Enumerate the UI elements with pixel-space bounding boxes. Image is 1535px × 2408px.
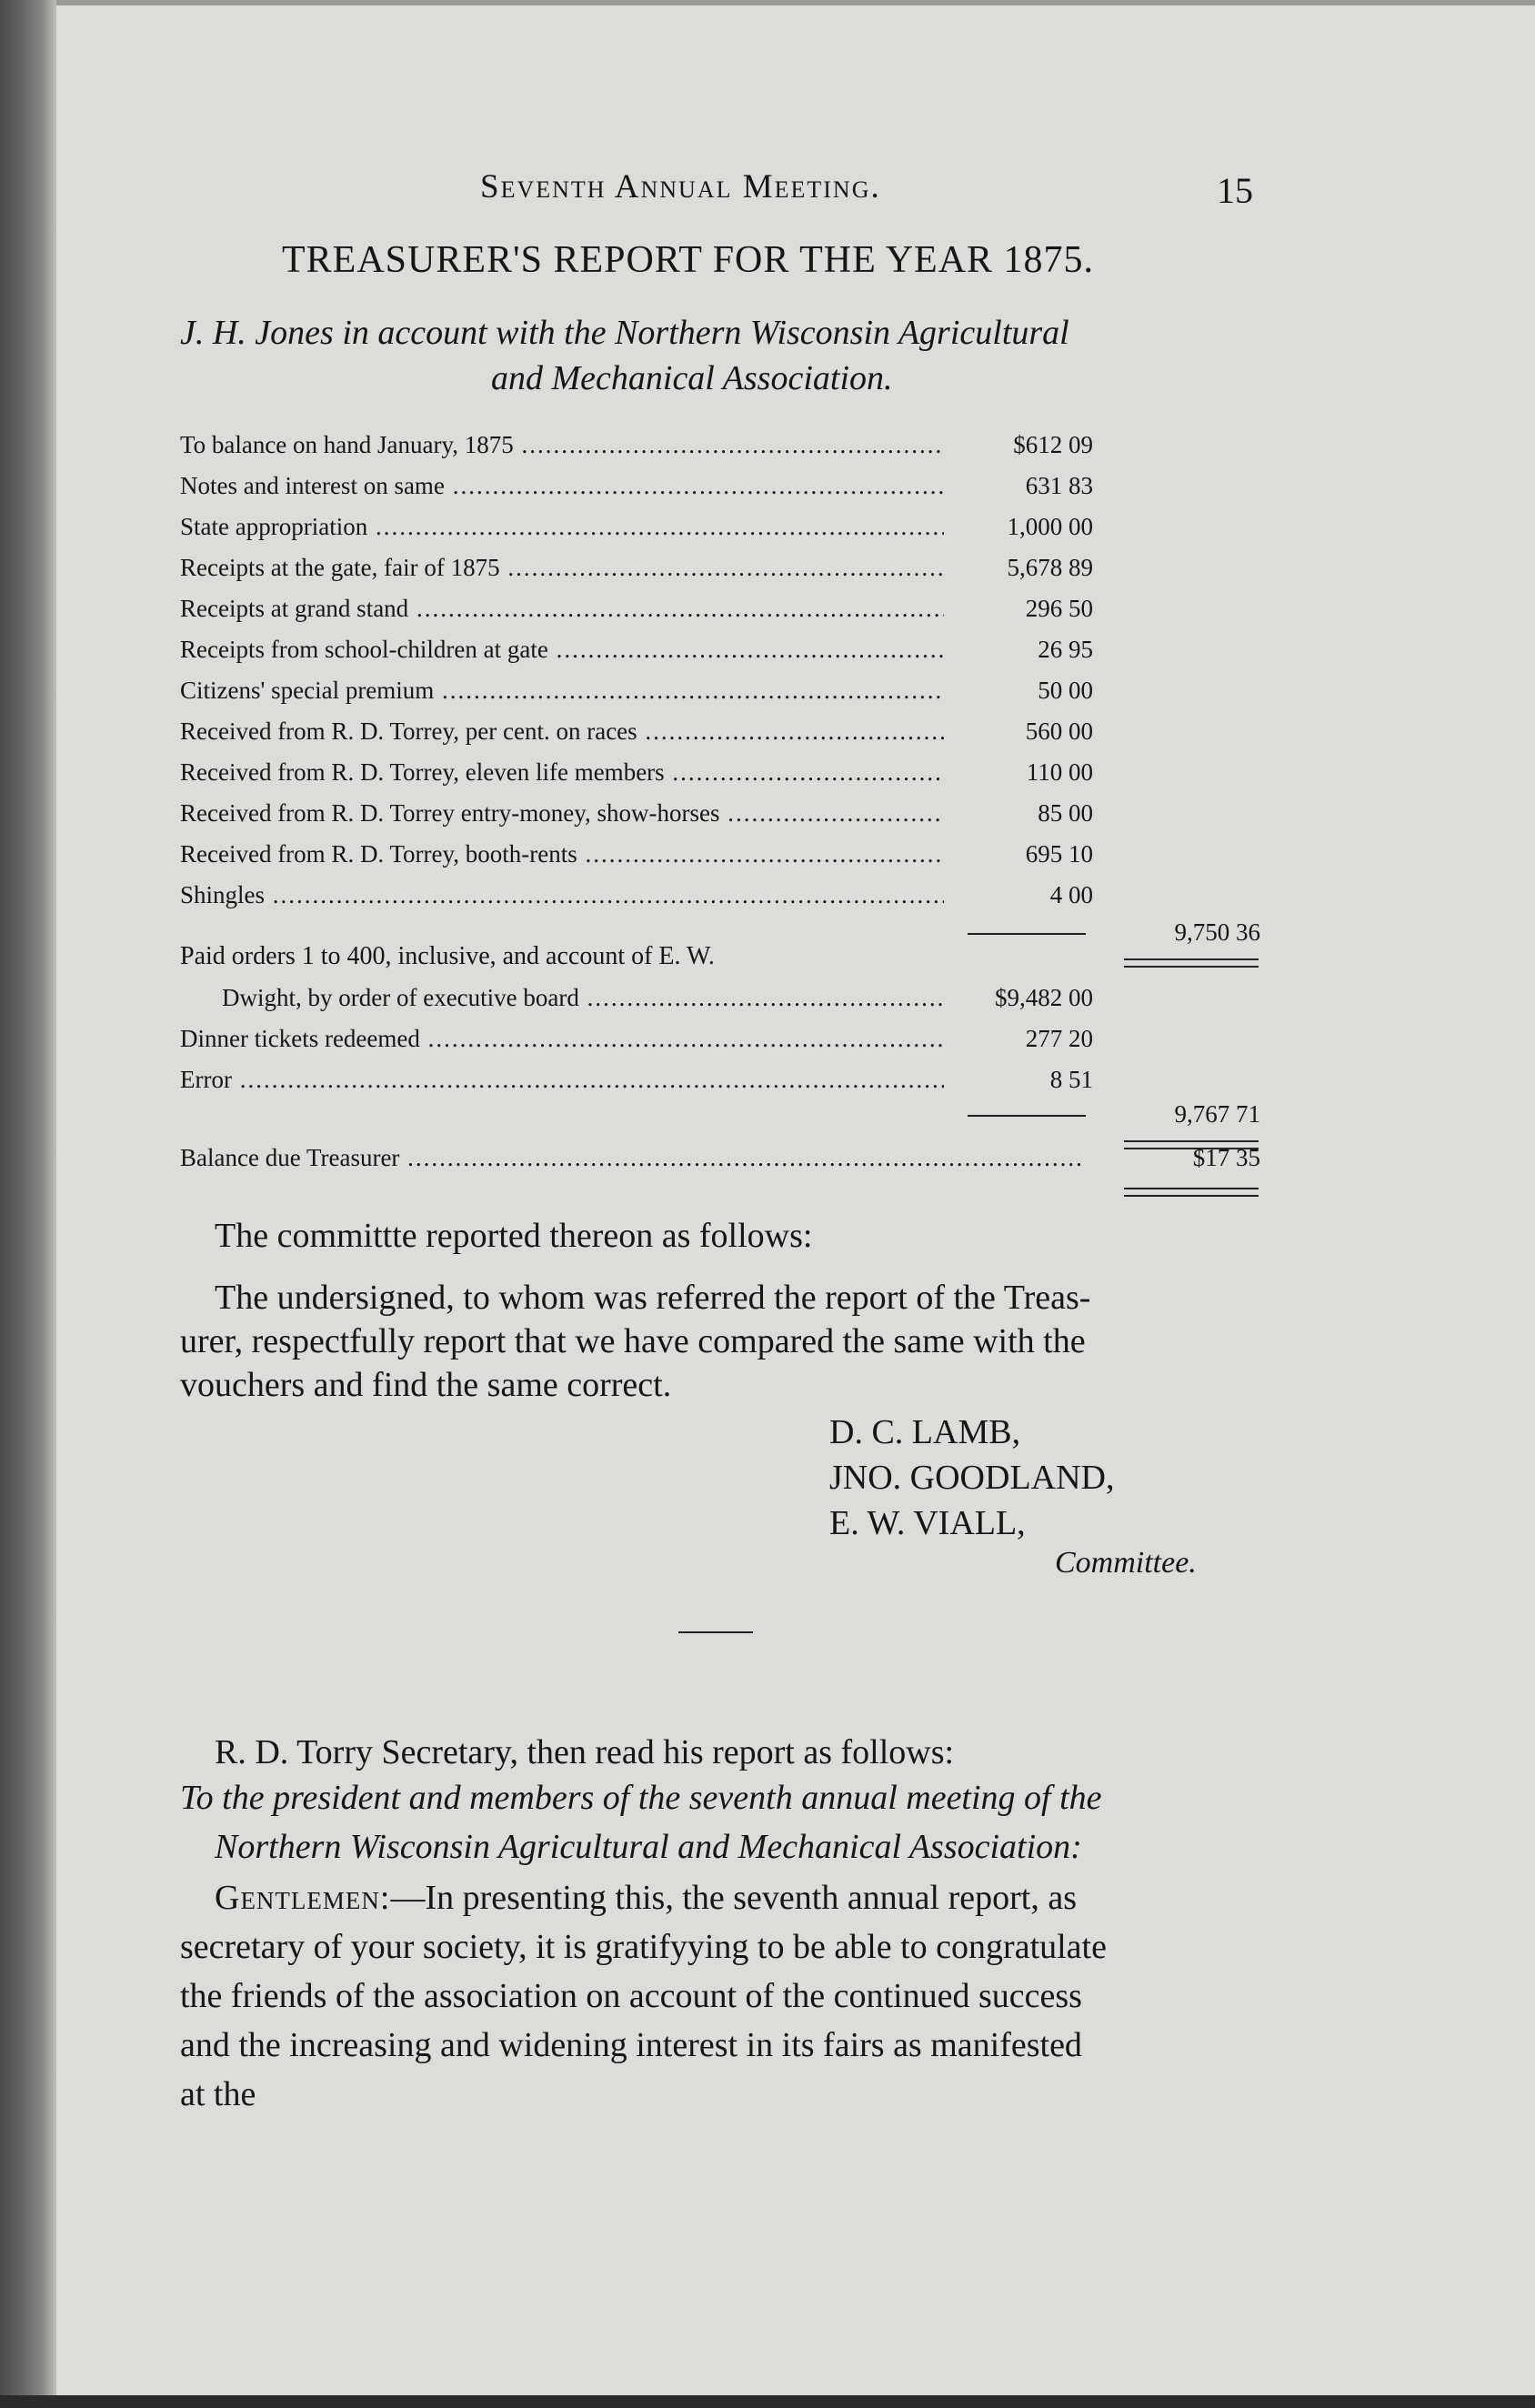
- ledger-label: Received from R. D. Torrey entry-money, show-horses .....: [180, 799, 944, 828]
- book-spine-shadow: [0, 0, 56, 2408]
- payment-paid-line1: Paid orders 1 to 400, inclusive, and account of E. W.: [180, 942, 715, 970]
- section-divider: [678, 1631, 753, 1633]
- signature-title: Committee.: [1055, 1546, 1197, 1580]
- page-top-edge: [0, 0, 1535, 5]
- ledger-label: Dwight, by order of executive board .....: [222, 984, 944, 1012]
- secretary-address-line1: To the president and members of the seventh annual meeting of the: [180, 1779, 1102, 1817]
- total-double-rule-top: [1124, 1140, 1259, 1142]
- ledger-amount: 110 00: [1026, 758, 1093, 786]
- ledger-label: Receipts from school-children at gate .....: [180, 636, 944, 664]
- salutation: Gentlemen:: [215, 1879, 391, 1917]
- ledger-row: [0, 431, 1535, 467]
- ledger-row: [0, 717, 1535, 754]
- ledger-label: Balance due Treasurer .....: [180, 1144, 1080, 1172]
- ledger-label: Received from R. D. Torrey, eleven life members .....: [180, 758, 944, 787]
- secretary-line2: secretary of your society, it is gratifyying to be able to congratulate: [180, 1928, 1107, 1966]
- ledger-label: Dinner tickets redeemed .....: [180, 1025, 944, 1053]
- committee-para-line1: The undersigned, to whom was referred the report of the Treas-: [215, 1279, 1091, 1317]
- ledger-label: Received from R. D. Torrey, per cent. on races .....: [180, 717, 944, 746]
- ledger-amount: 277 20: [1025, 1025, 1093, 1052]
- subtotal-rule: [968, 933, 1086, 935]
- ledger-label: Notes and interest on same .....: [180, 472, 944, 500]
- secretary-line5: at the: [180, 2075, 256, 2113]
- ledger-label: Error .....: [180, 1066, 944, 1094]
- ledger-label: Shingles .....: [180, 881, 944, 909]
- ledger-label: To balance on hand January, 1875 .....: [180, 431, 944, 459]
- ledger-amount: 8 51: [1049, 1066, 1093, 1093]
- ledger-label: Citizens' special premium .....: [180, 677, 944, 705]
- ledger-label: Received from R. D. Torrey, booth-rents .....: [180, 840, 944, 868]
- secretary-address-line2: Northern Wisconsin Agricultural and Mechanical Association:: [215, 1828, 1082, 1866]
- report-subtitle-line1: J. H. Jones in account with the Northern Wisconsin Agricultural: [180, 314, 1069, 352]
- ledger-amount: $612 09: [1013, 431, 1093, 458]
- ledger-row: [0, 881, 1535, 918]
- payments-total: 9,767 71: [1174, 1100, 1260, 1128]
- ledger-row: [0, 595, 1535, 631]
- ledger-row: [0, 513, 1535, 549]
- secretary-intro: R. D. Torry Secretary, then read his report as follows:: [215, 1733, 955, 1771]
- signature-2: JNO. GOODLAND,: [829, 1459, 1115, 1497]
- ledger-label: Receipts at the gate, fair of 1875 .....: [180, 554, 944, 582]
- committee-para-line2: urer, respectfully report that we have compared the same with the: [180, 1322, 1086, 1360]
- ledger-amount: 5,678 89: [1007, 554, 1093, 581]
- ledger-amount: 50 00: [1038, 677, 1093, 704]
- ledger-amount: 26 95: [1038, 636, 1093, 663]
- ledger-amount: 85 00: [1038, 799, 1093, 827]
- signature-3: E. W. VIALL,: [829, 1504, 1026, 1542]
- secretary-line3: the friends of the association on account of the continued success: [180, 1977, 1082, 2015]
- committee-para-line3: vouchers and find the same correct.: [180, 1366, 672, 1404]
- ledger-amount: 695 10: [1025, 840, 1093, 868]
- ledger-amount: 4 00: [1049, 881, 1093, 908]
- ledger-row: [0, 758, 1535, 795]
- ledger-amount: $9,482 00: [995, 984, 1093, 1011]
- ledger-row: [0, 840, 1535, 877]
- subtotal-rule: [968, 1115, 1086, 1117]
- committee-intro: The committte reported thereon as follows:: [215, 1217, 813, 1255]
- page-bottom-edge: [0, 2395, 1535, 2408]
- ledger-row: [0, 1025, 1535, 1061]
- receipts-total: 9,750 36: [1174, 918, 1260, 946]
- ledger-label: State appropriation .....: [180, 513, 944, 541]
- ledger-row: [0, 636, 1535, 672]
- secretary-line1-text: —In presenting this, the seventh annual report, as: [390, 1879, 1077, 1917]
- report-subtitle-line2: and Mechanical Association.: [491, 359, 893, 397]
- ledger-row: [0, 554, 1535, 590]
- ledger-row: [0, 984, 1535, 1020]
- ledger-row: [0, 1066, 1535, 1102]
- ledger-amount: 1,000 00: [1007, 513, 1093, 540]
- total-double-rule-bottom: [1124, 966, 1259, 968]
- running-title: Seventh Annual Meeting.: [480, 168, 881, 206]
- ledger-row: [0, 1144, 1535, 1180]
- page-number: 15: [1217, 170, 1253, 211]
- balance-rule-top: [1124, 1188, 1259, 1189]
- ledger-row: [0, 799, 1535, 836]
- ledger-row: [0, 472, 1535, 508]
- total-double-rule-top: [1124, 958, 1259, 960]
- signature-1: D. C. LAMB,: [829, 1413, 1021, 1451]
- ledger-row: [0, 677, 1535, 713]
- ledger-label: Receipts at grand stand .....: [180, 595, 944, 623]
- report-title: TREASURER'S REPORT FOR THE YEAR 1875.: [282, 239, 1095, 281]
- secretary-line1: [215, 1873, 1077, 1922]
- ledger-amount: 560 00: [1025, 717, 1093, 745]
- ledger-amount: 296 50: [1025, 595, 1093, 622]
- secretary-line4: and the increasing and widening interest in its fairs as manifested: [180, 2026, 1082, 2064]
- ledger-amount: 631 83: [1025, 472, 1093, 499]
- balance-rule-bottom: [1124, 1195, 1259, 1197]
- balance-amount: $17 35: [1192, 1144, 1260, 1171]
